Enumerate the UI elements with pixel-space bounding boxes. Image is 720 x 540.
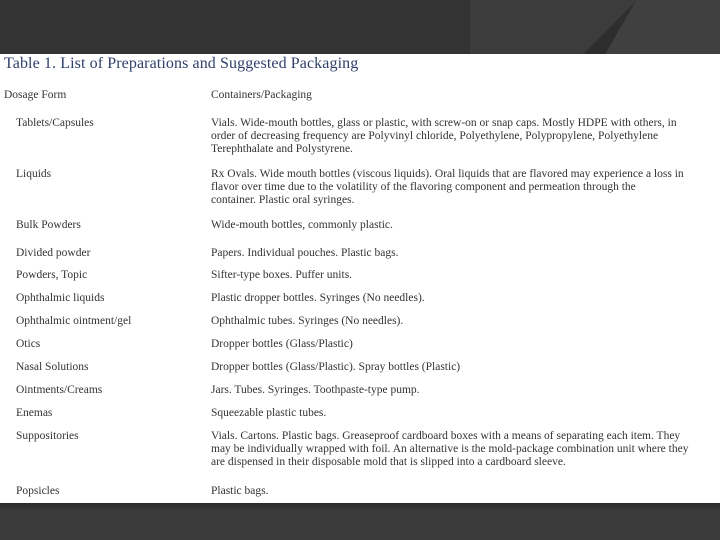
dosage-form-cell: Suppositories: [16, 430, 79, 442]
packaging-cell: Vials. Wide-mouth bottles, glass or plastic, with screw-on or snap caps. Mostly HDPE with others, in order of decreasing frequency are Polyvinyl chloride, Polyethylene, Polypropylene, Polyethylene Terephthalate and Polystyrene.: [211, 117, 677, 155]
packaging-cell: Plastic dropper bottles. Syringes (No needles).: [211, 292, 425, 304]
dosage-form-cell: Ophthalmic liquids: [16, 292, 105, 304]
dosage-form-cell: Tablets/Capsules: [16, 117, 94, 129]
packaging-cell: Papers. Individual pouches. Plastic bags.: [211, 247, 399, 259]
packaging-cell: Jars. Tubes. Syringes. Toothpaste-type pump.: [211, 384, 420, 396]
dosage-form-cell: Popsicles: [16, 485, 60, 497]
packaging-cell: Plastic bags.: [211, 485, 269, 497]
dosage-form-cell: Ointments/Creams: [16, 384, 103, 396]
packaging-cell: Vials. Cartons. Plastic bags. Greaseproof cardboard boxes with a means of separating each item. They may be individually wrapped with foil. An alternative is the mold-package combination unit where they are dispensed in their disposable mold that is slipped into a cardboard sleeve.: [211, 430, 689, 468]
dosage-form-cell: Bulk Powders: [16, 219, 81, 231]
dosage-form-cell: Liquids: [16, 168, 52, 180]
column-header-dosage-form: Dosage Form: [4, 89, 67, 101]
slide-decor-panel-light: [560, 0, 720, 54]
document-sheet: [0, 54, 720, 503]
packaging-cell: Ophthalmic tubes. Syringes (No needles).: [211, 315, 404, 327]
packaging-cell: Sifter-type boxes. Puffer units.: [211, 269, 353, 281]
dosage-form-cell: Ophthalmic ointment/gel: [16, 315, 132, 327]
dosage-form-cell: Enemas: [16, 407, 53, 419]
dosage-form-cell: Nasal Solutions: [16, 361, 89, 373]
packaging-cell: Rx Ovals. Wide mouth bottles (viscous liquids). Oral liquids that are flavored may experience a loss in flavor over time due to the volatility of the flavoring component and permeation through the container. Plastic oral syringes.: [211, 168, 684, 206]
packaging-cell: Dropper bottles (Glass/Plastic): [211, 338, 353, 350]
dosage-form-cell: Divided powder: [16, 247, 91, 259]
table-title: Table 1. List of Preparations and Suggested Packaging: [4, 55, 359, 72]
packaging-cell: Dropper bottles (Glass/Plastic). Spray bottles (Plastic): [211, 361, 461, 373]
packaging-cell: Squeezable plastic tubes.: [211, 407, 327, 419]
dosage-form-cell: Powders, Topic: [16, 269, 88, 281]
column-header-containers-packaging: Containers/Packaging: [211, 89, 312, 101]
slide-decor-strip: [0, 503, 720, 511]
dosage-form-cell: Otics: [16, 338, 41, 350]
packaging-cell: Wide-mouth bottles, commonly plastic.: [211, 219, 393, 231]
